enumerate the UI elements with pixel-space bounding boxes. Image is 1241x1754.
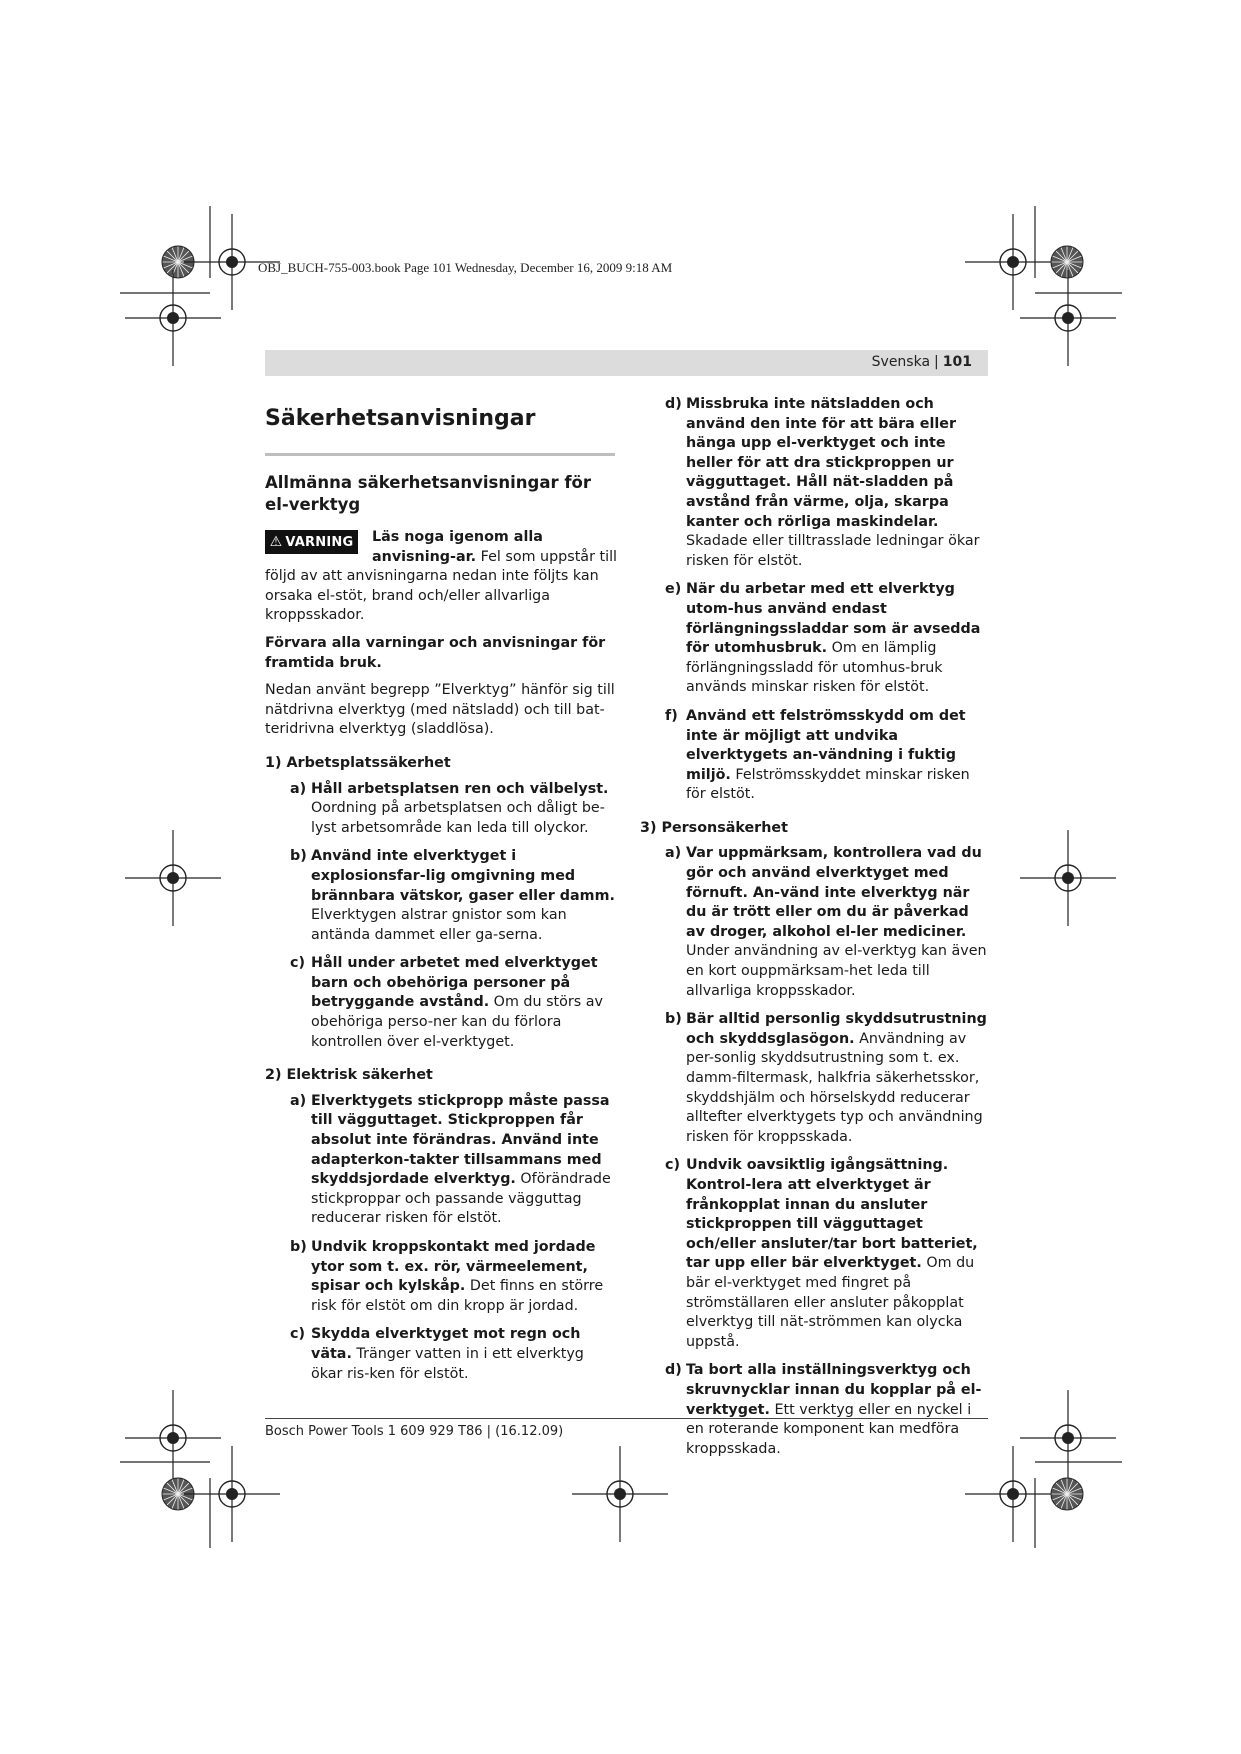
- warning-badge-label: VARNING: [285, 534, 354, 550]
- item-bold: Elverktygets stickpropp måste passa till vägguttaget. Stickproppen får absolut inte förändras. Använd inte adapterkon-takter tillsammans med skyddsjordade elverktyg.: [311, 1092, 610, 1188]
- item-label: b): [665, 1011, 682, 1028]
- item-bold: Håll under arbetet med elverktyget barn och obehöriga personer på betryggande avstånd.: [311, 955, 598, 1011]
- warning-triangle-icon: ⚠: [269, 534, 283, 550]
- list-item: [665, 395, 990, 571]
- list-item: [290, 847, 617, 945]
- header-separator: |: [934, 354, 939, 370]
- list-item: [665, 844, 990, 1001]
- list-item: [290, 1092, 617, 1229]
- section-electrical-continued: [640, 395, 990, 805]
- list-item: [665, 1361, 990, 1459]
- warning-badge: [265, 530, 358, 554]
- title-divider: [265, 453, 615, 456]
- item-label: c): [665, 1157, 681, 1174]
- section-heading: 3) Personsäkerhet: [640, 819, 788, 836]
- item-text: Användning av per-sonlig skyddsutrustning som t. ex. damm-filtermask, halkfria säkerhetsskor, skyddshjälm och hörselskydd reducerar alltefter elverktygets typ och användning risken för kroppsskada.: [686, 1030, 983, 1145]
- item-text: Om du bär el-verktyget med fingret på strömställaren eller ansluter påkopplat elverktyg till nät-strömmen kan olycka uppstå.: [686, 1255, 975, 1350]
- keep-instructions: Förvara alla varningar och anvisningar för framtida bruk.: [265, 634, 606, 671]
- item-bold: Använd ett felströmsskydd om det inte är möjligt att undvika elverktygets an-vändning i fuktig miljö.: [686, 707, 966, 783]
- item-text: Under användning av el-verktyg kan även en kort ouppmärksam-het leda till allvarliga kroppsskador.: [686, 943, 987, 999]
- item-text: Felströmsskyddet minskar risken för elstöt.: [686, 766, 970, 803]
- item-label: a): [290, 1092, 307, 1109]
- item-text: Om du störs av obehöriga perso-ner kan du förlora kontrollen över el-verktyget.: [311, 994, 603, 1050]
- item-label: f): [665, 707, 678, 724]
- term-definition: Nedan använt begrepp ”Elverktyg” hänför sig till nätdrivna elverktyg (med nätsladd) och till bat-teridrivna elverktyg (sladdlösa).: [265, 682, 615, 738]
- item-bold: Ta bort alla inställningsverktyg och skruvnycklar innan du kopplar på el-verktyget.: [686, 1362, 982, 1418]
- item-bold: Skydda elverktyget mot regn och väta.: [311, 1326, 581, 1362]
- item-bold: Bär alltid personlig skyddsutrustning och skyddsglasögon.: [686, 1011, 987, 1047]
- list-item: [665, 1010, 990, 1147]
- item-label: c): [290, 955, 306, 972]
- left-column: [265, 395, 617, 1393]
- section-subtitle: Allmänna säkerhetsanvisningar för el-verktyg: [265, 473, 591, 514]
- item-text: Ett verktyg eller en nyckel i en roterande komponent kan medföra kroppsskada.: [686, 1401, 972, 1457]
- list-item: [290, 1325, 617, 1384]
- item-label: e): [665, 581, 682, 598]
- item-text: Oförändrade stickproppar och passande vägguttag reducerar risken för elstöt.: [311, 1171, 611, 1227]
- page-header: [265, 350, 988, 376]
- list-item: [665, 707, 990, 805]
- item-bold: Undvik oavsiktlig igångsättning. Kontrol-lera att elverktyget är frånkopplat innan du ansluter stickproppen till vägguttaget och/eller ansluter/tar bort batteriet, tar upp eller bär elverktyget.: [686, 1157, 978, 1272]
- warning-text: Fel som uppstår till följd av att anvisningarna nedan inte följts kan orsaka el-stöt, brand och/eller allvarliga kroppsskador.: [265, 548, 618, 624]
- item-text: Skadade eller tilltrasslade ledningar ökar risken för elstöt.: [686, 533, 980, 569]
- item-label: a): [665, 845, 682, 862]
- item-label: b): [290, 848, 307, 865]
- list-item: [290, 1238, 617, 1316]
- header-text: [872, 354, 972, 370]
- item-label: d): [665, 1362, 682, 1379]
- item-bold: Missbruka inte nätsladden och använd den inte för att bära eller hänga upp el-verktyget och inte heller för att dra stickproppen ur vägguttaget. Håll nät-sladden på avstånd från värme, olja, skarpa kanter och rörliga maskindelar.: [686, 396, 957, 530]
- item-bold: Undvik kroppskontakt med jordade ytor som t. ex. rör, värmeelement, spisar och kylskåp.: [311, 1239, 596, 1295]
- item-label: d): [665, 396, 682, 412]
- item-bold: Håll arbetsplatsen ren och välbelyst.: [311, 780, 609, 797]
- header-language: Svenska: [871, 354, 931, 370]
- page-title: Säkerhetsanvisningar: [265, 406, 536, 431]
- item-text: Elverktygen alstrar gnistor som kan antända dammet eller ga-serna.: [311, 907, 567, 943]
- item-text: Tränger vatten in i ett elverktyg ökar ris-ken för elstöt.: [311, 1345, 584, 1382]
- item-label: b): [290, 1239, 307, 1255]
- list-item: [290, 780, 617, 839]
- section-workplace: [265, 754, 617, 1052]
- list-item: [665, 580, 990, 698]
- right-column: [640, 395, 990, 1468]
- item-label: c): [290, 1326, 306, 1343]
- section-personal-safety: [640, 819, 990, 1459]
- warning-block: [265, 528, 617, 626]
- section-heading: 1) Arbetsplatssäkerhet: [265, 754, 451, 771]
- item-bold: När du arbetar med ett elverktyg utom-hus använd endast förlängningssladdar som är avsedda för utomhusbruk.: [686, 581, 981, 657]
- list-item: [665, 1156, 990, 1352]
- item-bold: Använd inte elverktyget i explosionsfar-lig omgivning med brännbara vätskor, gaser eller damm.: [311, 848, 615, 904]
- footer-divider: [265, 1418, 988, 1419]
- page-footer: Bosch Power Tools 1 609 929 T86 | (16.12.09): [265, 1424, 564, 1439]
- section-electrical: [265, 1066, 617, 1384]
- page-number: 101: [942, 354, 972, 370]
- item-text: Om en lämplig förlängningssladd för utomhus-bruk används minskar risken för elstöt.: [686, 640, 943, 696]
- item-bold: Var uppmärksam, kontrollera vad du gör och använd elverktyget med förnuft. An-vänd inte elverktyg när du är trött eller om du är påverkad av droger, alkohol el-ler mediciner.: [686, 845, 982, 940]
- list-item: [290, 954, 617, 1052]
- item-label: a): [290, 780, 307, 797]
- section-heading: 2) Elektrisk säkerhet: [265, 1067, 433, 1084]
- item-text: Det finns en större risk för elstöt om din kropp är jordad.: [311, 1278, 604, 1314]
- warning-bold-text: Läs noga igenom alla anvisning-ar.: [372, 529, 543, 565]
- print-file-info: OBJ_BUCH-755-003.book Page 101 Wednesday, December 16, 2009 9:18 AM: [258, 260, 673, 275]
- item-text: Oordning på arbetsplatsen och dåligt be-lyst arbetsområde kan leda till olyckor.: [311, 800, 605, 836]
